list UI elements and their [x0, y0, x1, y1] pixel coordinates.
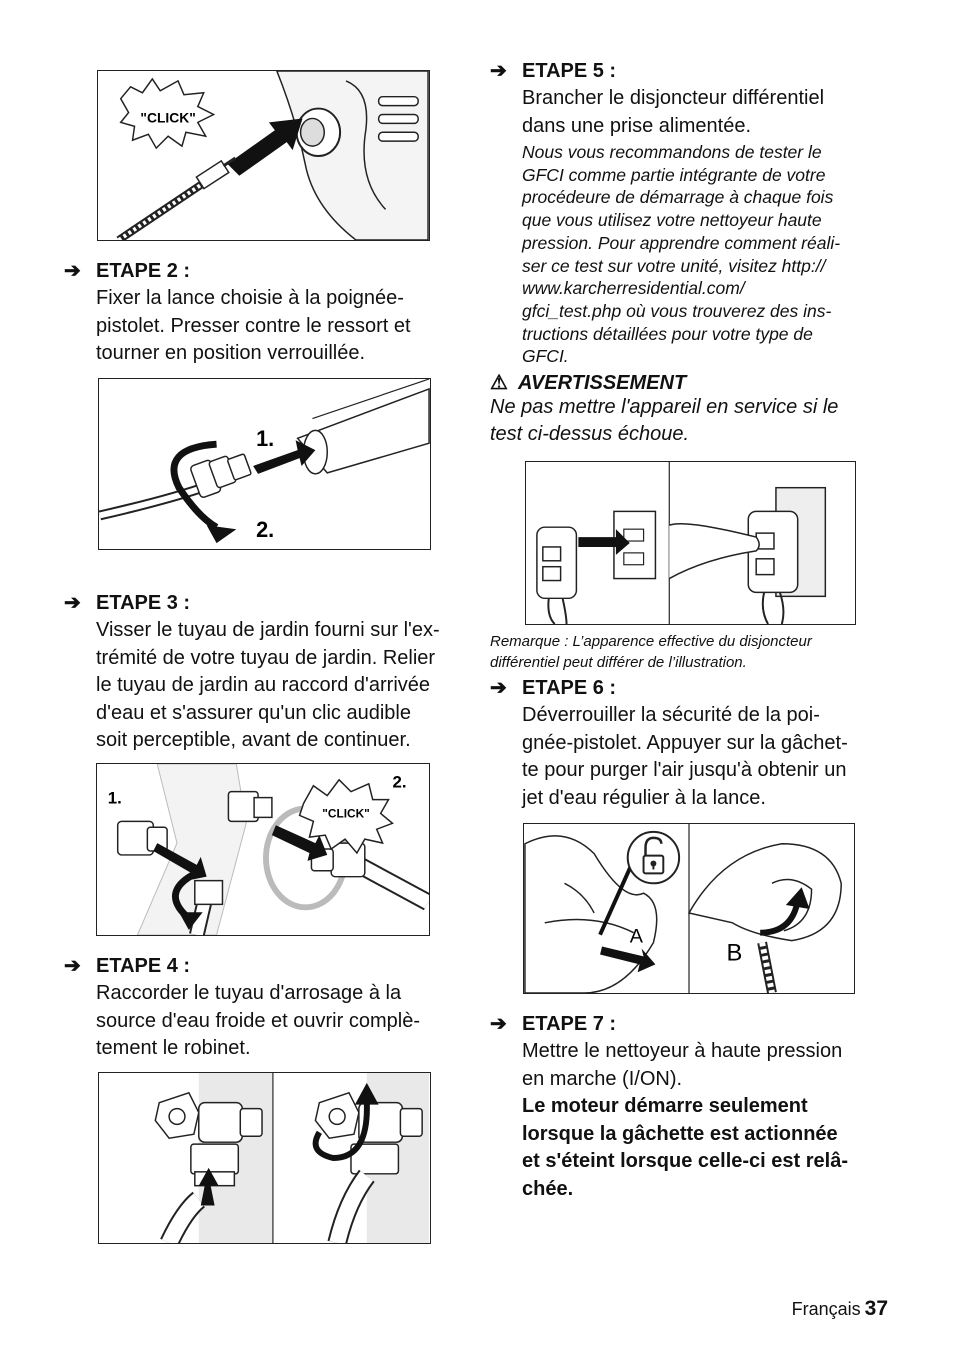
arrow-icon: ➔ — [64, 260, 81, 282]
page-number: 37 — [864, 1297, 888, 1320]
step3-fig-number-2: 2. — [392, 772, 407, 792]
figure-lance-click — [97, 70, 430, 241]
garden-hose-illustration — [97, 764, 429, 935]
lance-click-illustration — [98, 71, 429, 240]
arrow-icon: ➔ — [64, 592, 81, 614]
step7-bold-text: Le moteur démarre seulement lorsque la gâchette est actionnée et s'éteint lorsque celle-ci est relâ- chée. — [522, 1095, 848, 1200]
warning-heading: ⚠ AVERTISSEMENT — [490, 372, 687, 394]
label-b: B — [726, 940, 743, 967]
warning-text: Ne pas mettre l'appareil en service si le test ci-dessus échoue. — [490, 396, 839, 445]
step4-text: Raccorder le tuyau d'arrosage à la source d'eau froide et ouvrir complè- tement le robinet. — [96, 982, 420, 1059]
step7-heading: ➔ ETAPE 7 : — [490, 1013, 617, 1035]
figure-trigger-gun — [523, 823, 855, 994]
step4-heading: ➔ ETAPE 4 : — [64, 955, 191, 977]
arrow-icon: ➔ — [490, 60, 507, 82]
page-footer — [792, 1297, 888, 1321]
click-label: "CLICK" — [140, 109, 196, 126]
click-label: "CLICK" — [322, 806, 370, 821]
trigger-gun-illustration — [524, 824, 854, 993]
label-a: A — [629, 925, 643, 948]
remark-text: Remarque : L’apparence effective du disjoncteur différentiel peut différer de l’illustration. — [490, 633, 812, 671]
step6-text: Déverrouiller la sécurité de la poi- gnée-pistolet. Appuyer sur la gâchet- te pour purger l'air jusqu'à obtenir un jet d'eau régulier à la lance. — [522, 704, 848, 809]
step5-note: Nous vous recommandons de tester le GFCI comme partie intégrante de votre procédeure de démarrage à chaque fois que vous utilisez votre nettoyeur haute pression. Pour apprendre comment réali- ser ce test sur votre unité, visitez http:// www.karcherresidential.com/ gfci_test.php où vous trouverez des ins- tructions détaillées pour votre type de GFCI. — [522, 142, 841, 367]
footer-language: Français — [791, 1299, 861, 1319]
step3-heading: ➔ ETAPE 3 : — [64, 592, 191, 614]
lance-lock-illustration — [99, 379, 430, 549]
arrow-icon: ➔ — [64, 955, 81, 977]
step5-heading: ➔ ETAPE 5 : — [490, 60, 617, 82]
step3-text: Visser le tuyau de jardin fourni sur l'ex- trémité de votre tuyau de jardin. Relier le tuyau de jardin au raccord d'arrivée d'eau et s'assurer qu'un clic audible soit perceptible, avant de continuer. — [96, 619, 440, 751]
arrow-icon: ➔ — [490, 1013, 507, 1035]
gfci-illustration — [526, 462, 855, 624]
step7-text: Mettre le nettoyeur à haute pression en marche (I/ON). — [522, 1040, 843, 1090]
step6-heading: ➔ ETAPE 6 : — [490, 677, 617, 699]
step3-fig-number-1: 1. — [107, 788, 122, 808]
figure-lance-lock — [98, 378, 431, 550]
step2-heading: ➔ ETAPE 2 : — [64, 260, 191, 282]
step2-fig-number-1: 1. — [256, 426, 275, 452]
warning-triangle-icon: ⚠ — [490, 372, 508, 394]
step2-text: Fixer la lance choisie à la poignée- pistolet. Presser contre le ressort et tourner en position verrouillée. — [96, 287, 411, 364]
figure-garden-hose — [96, 763, 430, 936]
step5-text: Brancher le disjoncteur différentiel dans une prise alimentée. — [522, 87, 825, 137]
arrow-icon: ➔ — [490, 677, 507, 699]
figure-gfci — [525, 461, 856, 625]
figure-faucet — [98, 1072, 431, 1244]
step2-fig-number-2: 2. — [256, 517, 275, 543]
faucet-illustration — [99, 1073, 430, 1243]
